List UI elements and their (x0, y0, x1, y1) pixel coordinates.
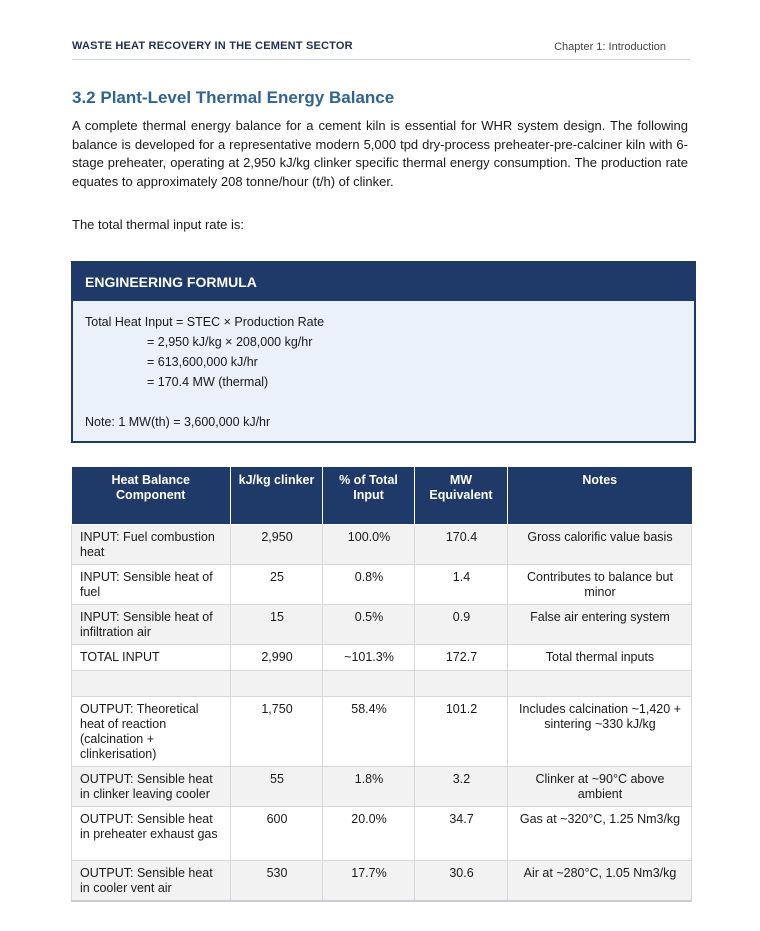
component-cell: TOTAL INPUT (72, 645, 231, 671)
heat-balance-table (71, 467, 692, 902)
component-cell: OUTPUT: Theoretical heat of reaction (calcination + clinkerisation) (72, 697, 231, 767)
pct-cell (323, 671, 415, 697)
kj-cell (231, 671, 323, 697)
pct-cell: 17.7% (323, 861, 415, 902)
component-cell: INPUT: Sensible heat of fuel (72, 565, 231, 605)
notes-cell: Gross calorific value basis (508, 525, 692, 565)
formula-line: Total Heat Input = STEC × Production Rate (85, 315, 325, 329)
component-cell: OUTPUT: Sensible heat in clinker leaving cooler (72, 767, 231, 807)
formula-note: Note: 1 MW(th) = 3,600,000 kJ/hr (85, 415, 271, 429)
notes-cell: Gas at ~320°C, 1.25 Nm3/kg (508, 807, 692, 861)
table-row (72, 767, 692, 807)
kj-cell: 2,990 (231, 645, 323, 671)
mw-cell: 172.7 (415, 645, 508, 671)
mw-cell: 3.2 (415, 767, 508, 807)
kj-cell: 15 (231, 605, 323, 645)
notes-cell: Includes calcination ~1,420 + sintering ~330 kJ/kg (508, 697, 692, 767)
table-row (72, 807, 692, 861)
notes-cell (508, 671, 692, 697)
mw-cell: 1.4 (415, 565, 508, 605)
kj-cell: 1,750 (231, 697, 323, 767)
table-row (72, 697, 692, 767)
pct-cell: 0.8% (323, 565, 415, 605)
column-header: % of Total Input (323, 467, 415, 525)
chapter-label: Chapter 1: Introduction (554, 41, 666, 53)
pct-cell: 1.8% (323, 767, 415, 807)
engineering-formula-box (71, 261, 696, 443)
notes-cell: Air at ~280°C, 1.05 Nm3/kg (508, 861, 692, 902)
column-header: kJ/kg clinker (231, 467, 323, 525)
pct-cell: ~101.3% (323, 645, 415, 671)
mw-cell: 170.4 (415, 525, 508, 565)
column-header: Notes (508, 467, 692, 525)
pct-cell: 20.0% (323, 807, 415, 861)
table-row (72, 565, 692, 605)
component-cell: OUTPUT: Sensible heat in preheater exhaust gas (72, 807, 231, 861)
mw-cell: 34.7 (415, 807, 508, 861)
kj-cell: 2,950 (231, 525, 323, 565)
component-cell: OUTPUT: Sensible heat in cooler vent air (72, 861, 231, 902)
kj-cell: 25 (231, 565, 323, 605)
table-row-total (72, 645, 692, 671)
formula-line: = 170.4 MW (thermal) (147, 375, 269, 389)
pct-cell: 0.5% (323, 605, 415, 645)
column-header: MW Equivalent (415, 467, 508, 525)
table-row (72, 605, 692, 645)
table-header-row (72, 467, 692, 525)
kj-cell: 530 (231, 861, 323, 902)
notes-cell: Contributes to balance but minor (508, 565, 692, 605)
formula-heading: ENGINEERING FORMULA (73, 263, 694, 301)
mw-cell: 0.9 (415, 605, 508, 645)
formula-line: = 2,950 kJ/kg × 208,000 kg/hr (147, 335, 313, 349)
formula-line: = 613,600,000 kJ/hr (147, 355, 258, 369)
table-row-spacer (72, 671, 692, 697)
component-cell (72, 671, 231, 697)
mw-cell: 30.6 (415, 861, 508, 902)
pct-cell: 58.4% (323, 697, 415, 767)
page-header (72, 40, 690, 60)
notes-cell: Total thermal inputs (508, 645, 692, 671)
lead-in-text: The total thermal input rate is: (72, 217, 244, 232)
table-row (72, 861, 692, 902)
pct-cell: 100.0% (323, 525, 415, 565)
intro-paragraph: A complete thermal energy balance for a cement kiln is essential for WHR system design. The following balance is developed for a representative modern 5,000 tpd dry-process preheater-pre-calciner kiln with 6-stage preheater, operating at 2,950 kJ/kg clinker specific thermal energy consumption. The production rate equates to approximately 208 tonne/hour (t/h) of clinker. (72, 118, 688, 189)
mw-cell: 101.2 (415, 697, 508, 767)
mw-cell (415, 671, 508, 697)
kj-cell: 600 (231, 807, 323, 861)
formula-body (73, 301, 694, 432)
running-title: WASTE HEAT RECOVERY IN THE CEMENT SECTOR (72, 40, 353, 52)
column-header: Heat Balance Component (72, 467, 231, 525)
component-cell: INPUT: Fuel combustion heat (72, 525, 231, 565)
section-title: 3.2 Plant-Level Thermal Energy Balance (72, 88, 395, 107)
notes-cell: False air entering system (508, 605, 692, 645)
component-cell: INPUT: Sensible heat of infiltration air (72, 605, 231, 645)
notes-cell: Clinker at ~90°C above ambient (508, 767, 692, 807)
kj-cell: 55 (231, 767, 323, 807)
table-row (72, 525, 692, 565)
